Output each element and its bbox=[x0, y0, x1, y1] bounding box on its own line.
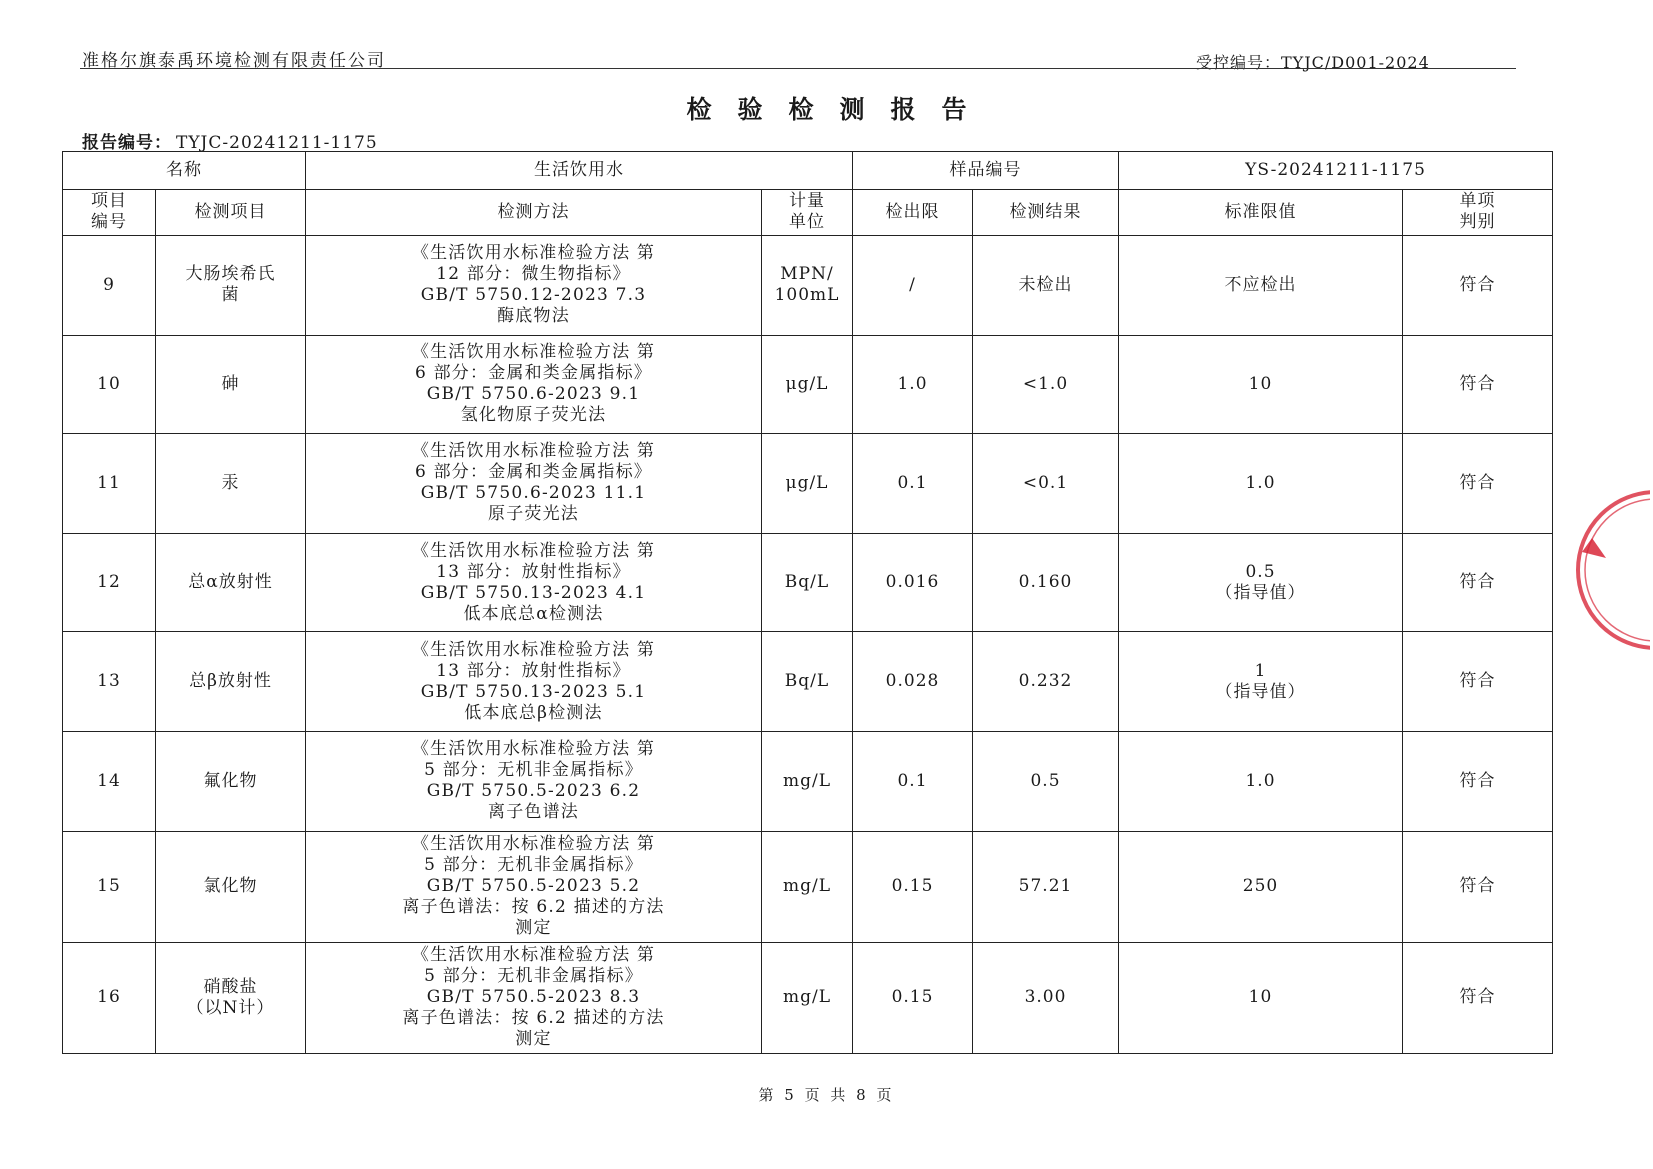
detection-limit: 0.028 bbox=[853, 632, 973, 732]
header-rule bbox=[80, 68, 1516, 69]
table-row bbox=[63, 831, 1553, 942]
unit bbox=[762, 942, 853, 1053]
name-label: 名称 bbox=[63, 152, 306, 190]
red-seal-icon bbox=[1556, 486, 1650, 654]
item-no: 10 bbox=[63, 335, 156, 434]
test-method-line: 5 部分：无机非金属指标》 bbox=[424, 855, 643, 876]
table-row bbox=[63, 533, 1553, 632]
standard-limit bbox=[1119, 831, 1403, 942]
standard-limit bbox=[1119, 533, 1403, 632]
test-method-line: GB/T 5750.12-2023 7.3 bbox=[420, 285, 647, 306]
test-item-line: 总α放射性 bbox=[188, 572, 273, 593]
verdict: 符合 bbox=[1403, 434, 1553, 534]
test-item bbox=[156, 235, 306, 335]
col-header-result: 检测结果 bbox=[973, 189, 1119, 235]
test-item-line: 菌 bbox=[221, 285, 240, 306]
unit-line: Bq/L bbox=[784, 572, 830, 593]
test-method-line: 低本底总α检测法 bbox=[463, 603, 604, 624]
test-method bbox=[306, 632, 762, 732]
unit bbox=[762, 235, 853, 335]
table-row bbox=[63, 335, 1553, 434]
test-method-line: 《生活饮用水标准检验方法 第 bbox=[411, 945, 656, 966]
standard-limit-line: 1 bbox=[1254, 660, 1267, 681]
test-method-line: 《生活饮用水标准检验方法 第 bbox=[411, 540, 656, 561]
test-method-line: 《生活饮用水标准检验方法 第 bbox=[411, 243, 656, 264]
standard-limit-line: 250 bbox=[1242, 876, 1279, 897]
test-item bbox=[156, 731, 306, 831]
detection-limit: 1.0 bbox=[853, 335, 973, 434]
test-item bbox=[156, 831, 306, 942]
test-method-line: 《生活饮用水标准检验方法 第 bbox=[411, 342, 656, 363]
unit bbox=[762, 434, 853, 534]
test-method bbox=[306, 235, 762, 335]
detection-limit: 0.15 bbox=[853, 831, 973, 942]
test-method-line: 13 部分：放射性指标》 bbox=[436, 561, 631, 582]
unit-line: Bq/L bbox=[784, 671, 830, 692]
detection-limit: / bbox=[853, 235, 973, 335]
test-method-line: 6 部分：金属和类金属指标》 bbox=[414, 462, 653, 483]
standard-limit bbox=[1119, 434, 1403, 534]
table-row bbox=[63, 434, 1553, 534]
results-table bbox=[62, 151, 1553, 1054]
test-item-line: 大肠埃希氏 bbox=[185, 264, 276, 285]
unit-line: MPN/ bbox=[780, 264, 834, 285]
col-header-item: 检测项目 bbox=[156, 189, 306, 235]
col-header-unit: 计量 单位 bbox=[762, 189, 853, 235]
test-method-line: 《生活饮用水标准检验方法 第 bbox=[411, 739, 656, 760]
verdict: 符合 bbox=[1403, 731, 1553, 831]
test-method-line: 氢化物原子荧光法 bbox=[460, 405, 607, 426]
test-method-line: 6 部分：金属和类金属指标》 bbox=[414, 363, 653, 384]
item-no: 14 bbox=[63, 731, 156, 831]
report-number-value: TYJC-20241211-1175 bbox=[176, 133, 378, 153]
unit-line: mg/L bbox=[782, 876, 832, 897]
item-no: 15 bbox=[63, 831, 156, 942]
standard-limit-line: 10 bbox=[1248, 373, 1273, 394]
test-method-line: 5 部分：无机非金属指标》 bbox=[424, 760, 643, 781]
test-item-line: 总β放射性 bbox=[189, 671, 272, 692]
standard-limit bbox=[1119, 731, 1403, 831]
column-header-row bbox=[63, 189, 1553, 235]
test-item-line: （以N计） bbox=[186, 997, 275, 1018]
test-method bbox=[306, 335, 762, 434]
unit-line: 100mL bbox=[774, 285, 840, 306]
unit-line: μg/L bbox=[785, 472, 829, 493]
detection-limit: 0.15 bbox=[853, 942, 973, 1053]
unit bbox=[762, 533, 853, 632]
report-title: 检验检测报告 bbox=[686, 95, 993, 124]
col-header-standard: 标准限值 bbox=[1119, 189, 1403, 235]
col-header-method: 检测方法 bbox=[306, 189, 762, 235]
verdict: 符合 bbox=[1403, 831, 1553, 942]
report-number bbox=[82, 128, 378, 153]
test-method-line: 5 部分：无机非金属指标》 bbox=[424, 966, 643, 987]
name-value: 生活饮用水 bbox=[306, 152, 853, 190]
test-method-line: 酶底物法 bbox=[497, 306, 570, 327]
test-method-line: 原子荧光法 bbox=[488, 504, 579, 525]
test-method-line: 测定 bbox=[515, 918, 552, 939]
test-method-line: 离子色谱法 bbox=[488, 802, 579, 823]
item-no: 9 bbox=[63, 235, 156, 335]
standard-limit bbox=[1119, 942, 1403, 1053]
test-method-line: 低本底总β检测法 bbox=[464, 702, 603, 723]
standard-limit-line: 10 bbox=[1248, 987, 1273, 1008]
control-number: 受控编号：TYJC/D001-2024 bbox=[1196, 53, 1430, 72]
test-result: <0.1 bbox=[973, 434, 1119, 534]
verdict: 符合 bbox=[1403, 632, 1553, 732]
report-number-label: 报告编号： bbox=[82, 133, 172, 153]
standard-limit-line: （指导值） bbox=[1215, 582, 1306, 603]
col-header-limit: 检出限 bbox=[853, 189, 973, 235]
verdict: 符合 bbox=[1403, 335, 1553, 434]
test-method-line: GB/T 5750.13-2023 4.1 bbox=[420, 582, 647, 603]
item-no: 13 bbox=[63, 632, 156, 732]
sample-no-value: YS-20241211-1175 bbox=[1119, 152, 1553, 190]
test-method bbox=[306, 731, 762, 831]
info-row bbox=[63, 152, 1553, 190]
item-no: 16 bbox=[63, 942, 156, 1053]
unit bbox=[762, 731, 853, 831]
unit-line: mg/L bbox=[782, 987, 832, 1008]
test-item bbox=[156, 533, 306, 632]
test-method bbox=[306, 533, 762, 632]
standard-limit-line: 1.0 bbox=[1245, 472, 1276, 493]
table-row bbox=[63, 942, 1553, 1053]
sample-no-label: 样品编号 bbox=[853, 152, 1119, 190]
test-result: 3.00 bbox=[973, 942, 1119, 1053]
test-result: 57.21 bbox=[973, 831, 1119, 942]
standard-limit-line: 0.5 bbox=[1245, 561, 1276, 582]
test-method-line: GB/T 5750.5-2023 8.3 bbox=[426, 987, 641, 1008]
test-method bbox=[306, 942, 762, 1053]
item-no: 11 bbox=[63, 434, 156, 534]
standard-limit bbox=[1119, 335, 1403, 434]
detection-limit: 0.016 bbox=[853, 533, 973, 632]
standard-limit-line: （指导值） bbox=[1215, 681, 1306, 702]
test-item bbox=[156, 434, 306, 534]
test-result: 0.5 bbox=[973, 731, 1119, 831]
test-item bbox=[156, 335, 306, 434]
test-method-line: GB/T 5750.6-2023 11.1 bbox=[420, 483, 647, 504]
detection-limit: 0.1 bbox=[853, 434, 973, 534]
verdict: 符合 bbox=[1403, 235, 1553, 335]
test-item-line: 氟化物 bbox=[203, 770, 258, 791]
test-method-line: 13 部分：放射性指标》 bbox=[436, 660, 631, 681]
test-method-line: GB/T 5750.6-2023 9.1 bbox=[426, 384, 641, 405]
verdict: 符合 bbox=[1403, 533, 1553, 632]
test-method-line: 离子色谱法：按 6.2 描述的方法 bbox=[402, 1008, 665, 1029]
test-result: 0.160 bbox=[973, 533, 1119, 632]
standard-limit bbox=[1119, 235, 1403, 335]
test-item bbox=[156, 942, 306, 1053]
page-number: 第 5 页 共 8 页 bbox=[758, 1086, 895, 1104]
verdict: 符合 bbox=[1403, 942, 1553, 1053]
table-row bbox=[63, 632, 1553, 732]
item-no: 12 bbox=[63, 533, 156, 632]
table-row bbox=[63, 235, 1553, 335]
unit bbox=[762, 335, 853, 434]
unit-line: μg/L bbox=[785, 373, 829, 394]
test-method-line: 《生活饮用水标准检验方法 第 bbox=[411, 441, 656, 462]
table-row bbox=[63, 731, 1553, 831]
test-method-line: 测定 bbox=[515, 1029, 552, 1050]
standard-limit bbox=[1119, 632, 1403, 732]
test-result: 0.232 bbox=[973, 632, 1119, 732]
test-item bbox=[156, 632, 306, 732]
test-method bbox=[306, 434, 762, 534]
test-method bbox=[306, 831, 762, 942]
test-method-line: 离子色谱法：按 6.2 描述的方法 bbox=[402, 897, 665, 918]
test-result: <1.0 bbox=[973, 335, 1119, 434]
test-item-line: 硝酸盐 bbox=[203, 976, 258, 997]
company-name: 准格尔旗泰禹环境检测有限责任公司 bbox=[82, 51, 386, 71]
test-result: 未检出 bbox=[973, 235, 1119, 335]
test-method-line: GB/T 5750.5-2023 5.2 bbox=[426, 876, 641, 897]
test-item-line: 氯化物 bbox=[203, 876, 258, 897]
unit-line: mg/L bbox=[782, 770, 832, 791]
detection-limit: 0.1 bbox=[853, 731, 973, 831]
unit bbox=[762, 831, 853, 942]
test-item-line: 砷 bbox=[221, 373, 240, 394]
test-item-line: 汞 bbox=[221, 472, 240, 493]
test-method-line: GB/T 5750.5-2023 6.2 bbox=[426, 781, 641, 802]
col-header-verdict: 单项 判别 bbox=[1403, 189, 1553, 235]
test-method-line: 《生活饮用水标准检验方法 第 bbox=[411, 834, 656, 855]
test-method-line: 12 部分：微生物指标》 bbox=[436, 264, 631, 285]
test-method-line: GB/T 5750.13-2023 5.1 bbox=[420, 681, 647, 702]
unit bbox=[762, 632, 853, 732]
standard-limit-line: 不应检出 bbox=[1224, 274, 1297, 295]
col-header-no: 项目 编号 bbox=[63, 189, 156, 235]
test-method-line: 《生活饮用水标准检验方法 第 bbox=[411, 639, 656, 660]
standard-limit-line: 1.0 bbox=[1245, 770, 1276, 791]
